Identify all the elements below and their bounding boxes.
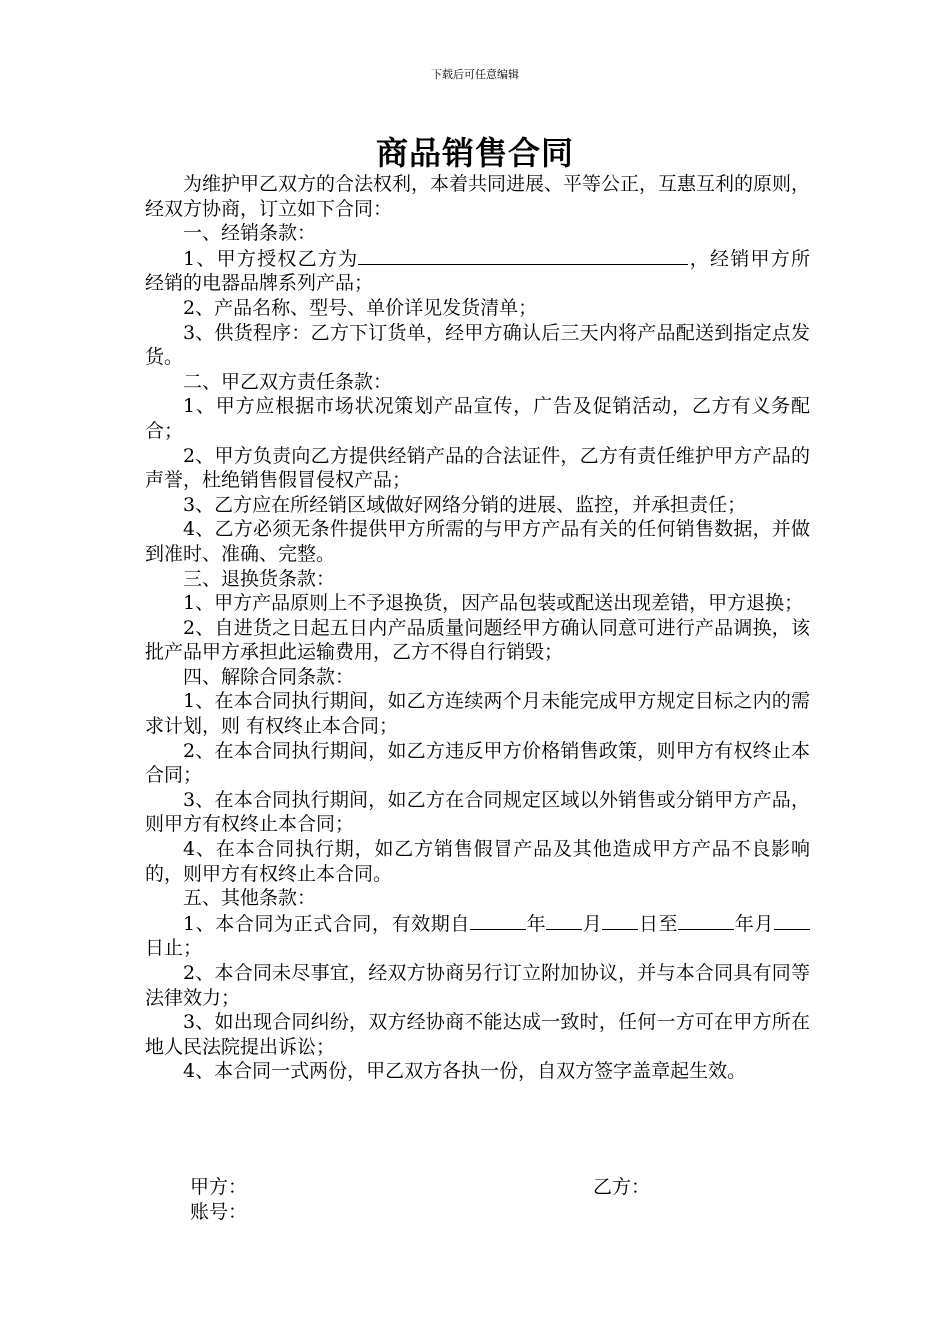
end-year-label: 年 — [734, 912, 755, 935]
clause-1-2: 2、产品名称、型号、单价详见发货清单； — [183, 296, 538, 319]
authorization-blank — [358, 246, 688, 265]
section-heading-other: 五、其他条款： — [183, 887, 317, 910]
start-day-label: 日至 — [638, 912, 679, 935]
clause-4-2: 2、在本合同执行期间，如乙方违反甲方价格销售政策，则甲方有权终止本合同； — [145, 739, 810, 787]
contract-body — [145, 172, 810, 1084]
start-month-label: 月 — [582, 912, 603, 935]
document-title: 商品销售合同 — [375, 134, 574, 172]
section-heading-responsibility: 二、甲乙双方责任条款： — [183, 370, 393, 393]
end-day-blank — [774, 911, 810, 930]
section-heading-distribution: 一、经销条款： — [183, 222, 317, 245]
clause-2-2: 2、甲方负责向乙方提供经销产品的合法证件，乙方有责任维护甲方产品的声誉，杜绝销售假冒侵权产品； — [145, 444, 810, 492]
end-month-label: 月 — [754, 912, 774, 935]
clause-5-4: 4、本合同一式两份，甲乙双方各执一份，自双方签字盖章起生效。 — [183, 1060, 747, 1083]
section-heading-returns: 三、退换货条款： — [183, 567, 336, 590]
clause-5-2: 2、本合同未尽事宜，经双方协商另行订立附加协议，并与本合同具有同等法律效力； — [145, 962, 810, 1009]
account-label: 账号： — [190, 1201, 248, 1223]
clause-4-1: 1、在本合同执行期间，如乙方连续两个月未能完成甲方规定目标之内的需求计划，则 有权终止本合同； — [145, 690, 810, 738]
clause-1-1-text-b: ，经销甲方所经销的电器品牌系列产品； — [145, 247, 810, 295]
party-a-label: 甲方： — [190, 1176, 248, 1198]
clause-2-1: 1、甲方应根据市场状况策划产品宣传，广告及促销活动，乙方有义务配合； — [145, 395, 810, 442]
end-day-label: 日止； — [145, 937, 203, 960]
clause-2-4: 4、乙方必须无条件提供甲方所需的与甲方产品有关的任何销售数据，并做到准时、准确、完整。 — [145, 518, 810, 565]
end-year-blank — [678, 911, 734, 930]
clause-3-1: 1、甲方产品原则上不予退换货，因产品包装或配送出现差错，甲方退换； — [183, 592, 804, 615]
party-b-label: 乙方： — [593, 1176, 651, 1198]
clause-5-1-text: 1、本合同为正式合同，有效期自 — [183, 912, 470, 935]
clause-1-1-text-a: 1、甲方授权乙方为 — [183, 247, 359, 270]
start-month-blank — [546, 911, 582, 930]
start-day-blank — [602, 911, 638, 930]
clause-1-3: 3、供货程序：乙方下订货单，经甲方确认后三天内将产品配送到指定点发货。 — [145, 321, 810, 369]
clause-1-1 — [145, 246, 810, 296]
clause-5-3: 3、如出现合同纠纷，双方经协商不能达成一致时，任何一方可在甲方所在地人民法院提出诉讼； — [145, 1011, 810, 1058]
start-year-label: 年 — [526, 912, 547, 935]
section-heading-termination: 四、解除合同条款： — [183, 665, 355, 688]
clause-4-3: 3、在本合同执行期间，如乙方在合同规定区域以外销售或分销甲方产品，则甲方有权终止本合同； — [145, 788, 810, 836]
clause-2-3: 3、乙方应在所经销区域做好网络分销的进展、监控，并承担责任； — [183, 493, 747, 516]
header-note: 下载后可任意编辑 — [431, 68, 519, 81]
intro-paragraph: 为维护甲乙双方的合法权利，本着共同进展、平等公正，互惠互利的原则，经双方协商，订立如下合同： — [145, 173, 811, 220]
clause-4-4: 4、在本合同执行期，如乙方销售假冒产品及其他造成甲方产品不良影响的，则甲方有权终止本合同。 — [145, 838, 810, 885]
start-year-blank — [470, 911, 526, 930]
clause-5-1 — [145, 911, 810, 961]
clause-3-2: 2、自进货之日起五日内产品质量问题经甲方确认同意可进行产品调换，该批产品甲方承担此运输费用，乙方不得自行销毁； — [145, 616, 810, 664]
